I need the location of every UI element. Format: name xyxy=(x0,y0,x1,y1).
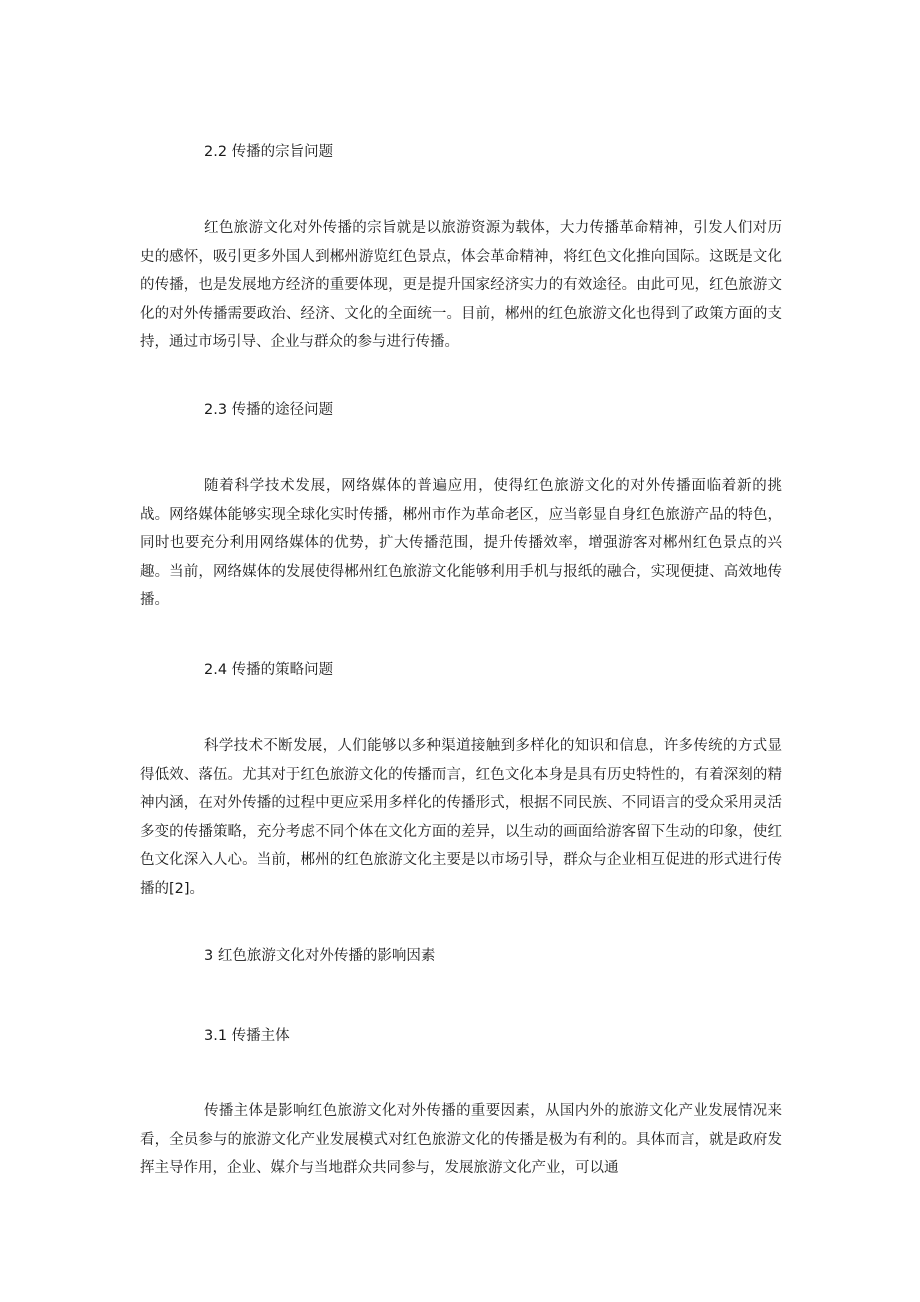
section-heading-2-2: 2.2 传播的宗旨问题 xyxy=(204,144,334,160)
section-heading-2-3: 2.3 传播的途径问题 xyxy=(204,402,334,418)
section-paragraph-2-3: 随着科学技术发展，网络媒体的普遍应用，使得红色旅游文化的对外传播面临着新的挑战。网络媒体能够实现全球化实时传播，郴州市作为革命老区，应当彰显自身红色旅游产品的特色，同时也要充分利用网络媒体的优势，扩大传播范围，提升传播效率，增强游客对郴州红色景点的兴趣。当前，网络媒体的发展使得郴州红色旅游文化能够利用手机与报纸的融合，实现便捷、高效地传播。 xyxy=(140,478,782,608)
section-paragraph-2-2: 红色旅游文化对外传播的宗旨就是以旅游资源为载体，大力传播革命精神，引发人们对历史的感怀，吸引更多外国人到郴州游览红色景点，体会革命精神，将红色文化推向国际。这既是文化的传播，也是发展地方经济的重要体现，更是提升国家经济实力的有效途径。由此可见，红色旅游文化的对外传播需要政治、经济、文化的全面统一。目前，郴州的红色旅游文化也得到了政策方面的支持，通过市场引导、企业与群众的参与进行传播。 xyxy=(140,220,782,350)
section-heading-2-4: 2.4 传播的策略问题 xyxy=(204,662,334,678)
section-heading-3-1: 3.1 传播主体 xyxy=(204,1028,290,1044)
section-paragraph-3-1: 传播主体是影响红色旅游文化对外传播的重要因素，从国内外的旅游文化产业发展情况来看，全员参与的旅游文化产业发展模式对红色旅游文化的传播是极为有利的。具体而言，就是政府发挥主导作用，企业、媒介与当地群众共同参与，发展旅游文化产业，可以通 xyxy=(140,1103,782,1176)
section-paragraph-2-4: 科学技术不断发展，人们能够以多种渠道接触到多样化的知识和信息，许多传统的方式显得低效、落伍。尤其对于红色旅游文化的传播而言，红色文化本身是具有历史特性的，有着深刻的精神内涵，在对外传播的过程中更应采用多样化的传播形式，根据不同民族、不同语言的受众采用灵活多变的传播策略，充分考虑不同个体在文化方面的差异，以生动的画面给游客留下生动的印象，使红色文化深入人心。当前，郴州的红色旅游文化主要是以市场引导，群众与企业相互促进的形式进行传播的[2]。 xyxy=(140,738,782,897)
section-heading-3: 3 红色旅游文化对外传播的影响因素 xyxy=(204,948,436,964)
